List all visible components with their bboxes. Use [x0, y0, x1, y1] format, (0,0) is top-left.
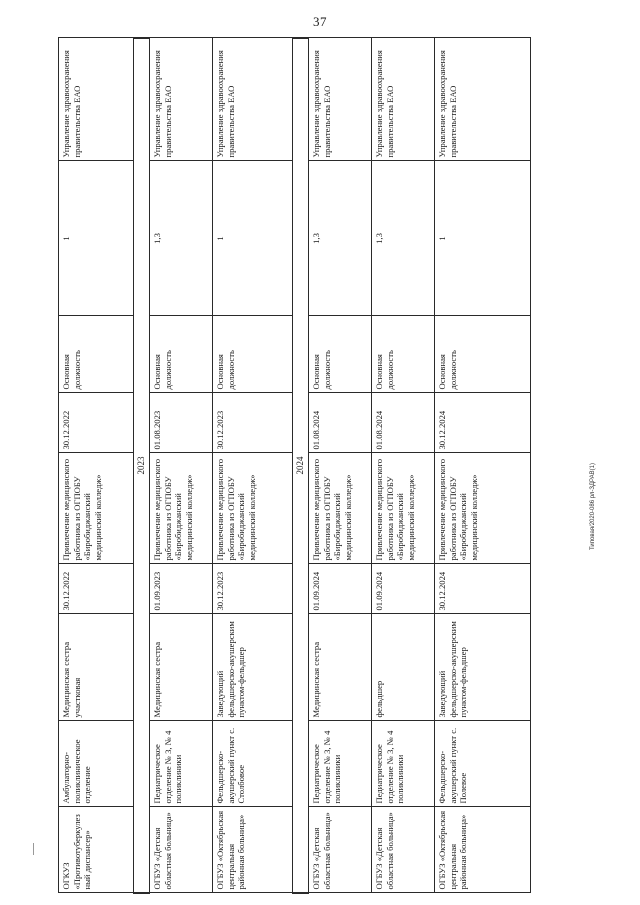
year-row	[293, 38, 309, 893]
position-type-cell: Основная должность	[213, 316, 293, 393]
date-from-cell: 30.12.2022	[59, 564, 134, 614]
responsible-cell: Управление здравоохранения правительства ЕАО	[309, 38, 372, 161]
responsible-cell: Управление здравоохранения правительства ЕАО	[59, 38, 134, 161]
table-row	[213, 38, 293, 893]
position-cell: Заведующий фельдшерско-акушерским пунктом-фельдшер	[213, 614, 293, 721]
responsible-cell: Управление здравоохранения правительства ЕАО	[150, 38, 213, 161]
unit-cell: Амбулаторно-поликлиническое отделение	[59, 721, 134, 807]
position-cell: фельдшер	[372, 614, 435, 721]
unit-cell: Педиатрическое отделение № 3, № 4 поликлиники	[309, 721, 372, 807]
year-row	[134, 38, 150, 893]
position-type-cell: Основная должность	[435, 316, 531, 393]
rotated-table-stage	[58, 39, 530, 894]
table-row	[59, 38, 134, 893]
organization-cell: ОГКУЗ «Противотуберкулезный диспансер»	[59, 807, 134, 893]
rate-cell: 1,3	[150, 161, 213, 316]
rate-cell: 1	[59, 161, 134, 316]
organization-cell: ОГБУЗ «Октябрьская центральная районная больница»	[213, 807, 293, 893]
page-number: 37	[313, 14, 327, 29]
date-to-cell: 30.12.2022	[59, 393, 134, 453]
position-cell: Медицинская сестра	[309, 614, 372, 721]
organization-cell: ОГБУЗ «Детская областная больница»	[372, 807, 435, 893]
year-heading: 2023	[134, 38, 150, 893]
date-to-cell: 30.12.2024	[435, 393, 531, 453]
year-heading: 2024	[293, 38, 309, 893]
event-cell: Привлечение медицинского работника из ОГПОБУ «Биробиджанский медицинский колледж»	[309, 453, 372, 564]
responsible-cell: Управление здравоохранения правительства ЕАО	[372, 38, 435, 161]
event-cell: Привлечение медицинского работника из ОГПОБУ «Биробиджанский медицинский колледж»	[213, 453, 293, 564]
rate-cell: 1,3	[309, 161, 372, 316]
position-type-cell: Основная должность	[372, 316, 435, 393]
staffing-plan-table	[58, 37, 531, 894]
table-row	[435, 38, 531, 893]
event-cell: Привлечение медицинского работника из ОГПОБУ «Биробиджанский медицинский колледж»	[150, 453, 213, 564]
position-cell: Медицинская сестра участковая	[59, 614, 134, 721]
unit-cell: Фельдшерско-акушерский пункт с. Столбовое	[213, 721, 293, 807]
date-to-cell: 30.12.2023	[213, 393, 293, 453]
organization-cell: ОГБУЗ «Детская областная больница»	[309, 807, 372, 893]
rate-cell: 1	[213, 161, 293, 316]
unit-cell: Фельдшерско-акушерский пункт с. Полевое	[435, 721, 531, 807]
date-to-cell: 01.08.2023	[150, 393, 213, 453]
position-cell: Медицинская сестра	[150, 614, 213, 721]
position-type-cell: Основная должность	[309, 316, 372, 393]
rate-cell: 1	[435, 161, 531, 316]
table-row	[372, 38, 435, 893]
date-from-cell: 30.12.2024	[435, 564, 531, 614]
unit-cell: Педиатрическое отделение № 3, № 4 поликлиники	[372, 721, 435, 807]
organization-cell: ОГБУЗ «Октябрьская центральная районная больница»	[435, 807, 531, 893]
date-from-cell: 30.12.2023	[213, 564, 293, 614]
table-row	[150, 38, 213, 893]
date-from-cell: 01.09.2024	[372, 564, 435, 614]
date-from-cell: 01.09.2023	[150, 564, 213, 614]
document-code	[590, 330, 600, 550]
date-to-cell: 01.08.2024	[372, 393, 435, 453]
organization-cell: ОГБУЗ «Детская областная больница»	[150, 807, 213, 893]
event-cell: Привлечение медицинского работника из ОГПОБУ «Биробиджанский медицинский колледж»	[435, 453, 531, 564]
unit-cell: Педиатрическое отделение № 3, № 4 поликлиники	[150, 721, 213, 807]
table-row	[309, 38, 372, 893]
scan-mark	[33, 843, 34, 855]
date-from-cell: 01.09.2024	[309, 564, 372, 614]
responsible-cell: Управление здравоохранения правительства ЕАО	[435, 38, 531, 161]
event-cell: Привлечение медицинского работника из ОГПОБУ «Биробиджанский медицинский колледж»	[372, 453, 435, 564]
position-cell: Заведующий фельдшерско-акушерским пунктом-фельдшер	[435, 614, 531, 721]
rate-cell: 1,3	[372, 161, 435, 316]
position-type-cell: Основная должность	[59, 316, 134, 393]
date-to-cell: 01.08.2024	[309, 393, 372, 453]
document-code-text: Типовая/2020-086 рл-ЗДРАВ(1)	[590, 463, 596, 550]
position-type-cell: Основная должность	[150, 316, 213, 393]
event-cell: Привлечение медицинского работника из ОГПОБУ «Биробиджанский медицинский колледж»	[59, 453, 134, 564]
responsible-cell: Управление здравоохранения правительства ЕАО	[213, 38, 293, 161]
